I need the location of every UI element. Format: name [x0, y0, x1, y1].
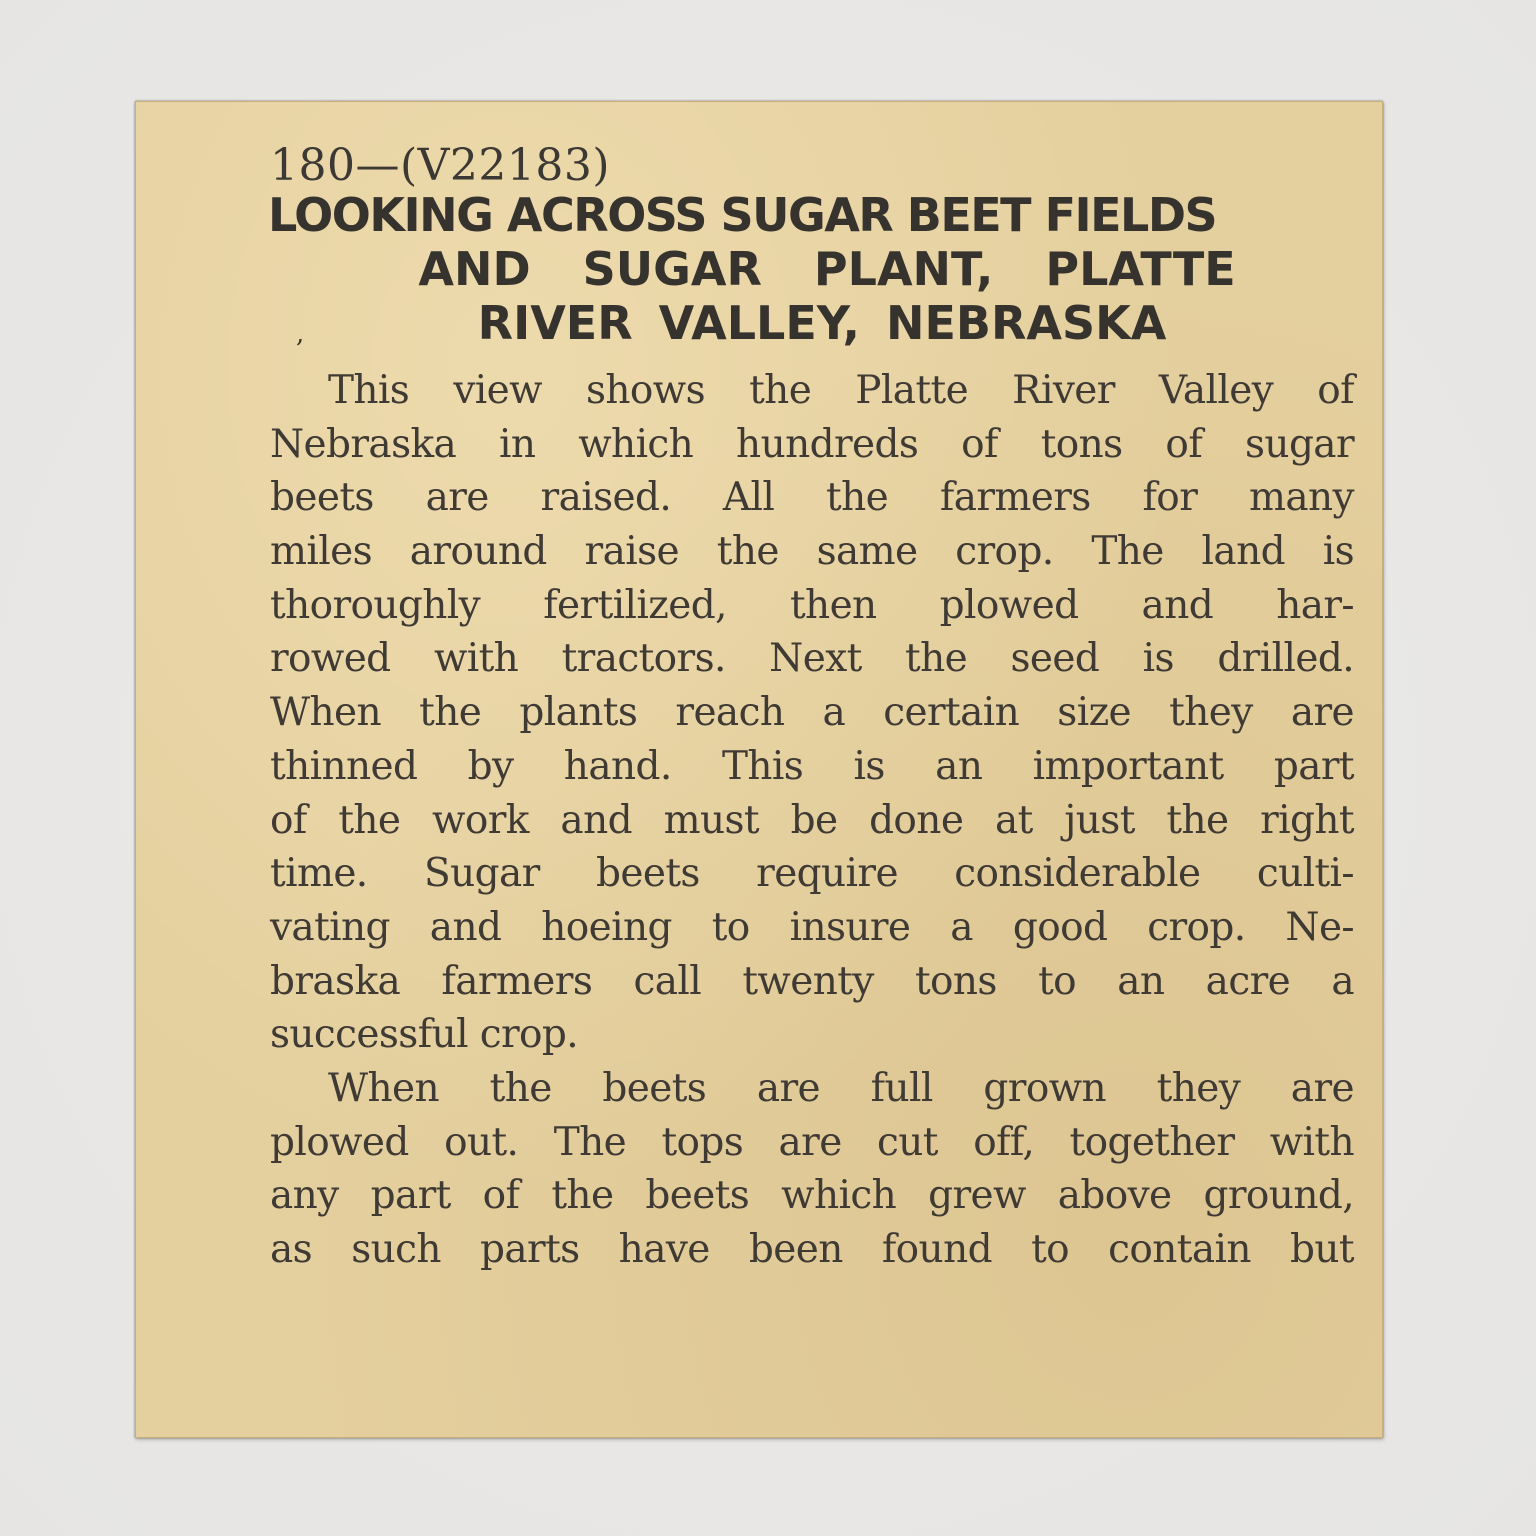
text-line: rowed with tractors. Next the seed is drilled. — [270, 636, 1354, 682]
text-line: successful crop. — [270, 1012, 579, 1058]
card-title — [268, 188, 1358, 350]
text-line: This view shows the Platte River Valley of — [328, 368, 1354, 413]
text-line: thinned by hand. This is an important part — [270, 743, 1354, 789]
title-line: LOOKING ACROSS SUGAR BEET FIELDS — [268, 188, 1217, 242]
text-line: as such parts have been found to contain but — [270, 1227, 1354, 1272]
text-line: plowed out. The tops are cut off, together with — [270, 1119, 1354, 1165]
text-line: of the work and must be done at just the right — [270, 797, 1354, 843]
text-line: When the beets are full grown they are — [328, 1065, 1354, 1111]
text-line: braska farmers call twenty tons to an acre a — [270, 958, 1354, 1004]
text-line: miles around raise the same crop. The land is — [270, 529, 1354, 575]
text-line: When the plants reach a certain size they are — [270, 690, 1354, 736]
ink-speck: , — [296, 319, 305, 349]
text-line: any part of the beets which grew above ground, — [270, 1173, 1354, 1219]
text-line: vating and hoeing to insure a good crop. Ne- — [270, 904, 1354, 950]
text-line: Nebraska in which hundreds of tons of sugar — [270, 421, 1354, 467]
text-line: thoroughly fertilized, then plowed and har- — [270, 582, 1354, 628]
title-line: AND SUGAR PLANT, PLATTE — [418, 242, 1236, 296]
text-line: beets are raised. All the farmers for many — [270, 475, 1354, 521]
card-description — [270, 364, 1354, 1277]
text-line: time. Sugar beets require considerable culti- — [270, 851, 1354, 897]
title-line: RIVER VALLEY, NEBRASKA — [477, 296, 1167, 350]
card-number: 180—(V22183) — [270, 140, 611, 191]
